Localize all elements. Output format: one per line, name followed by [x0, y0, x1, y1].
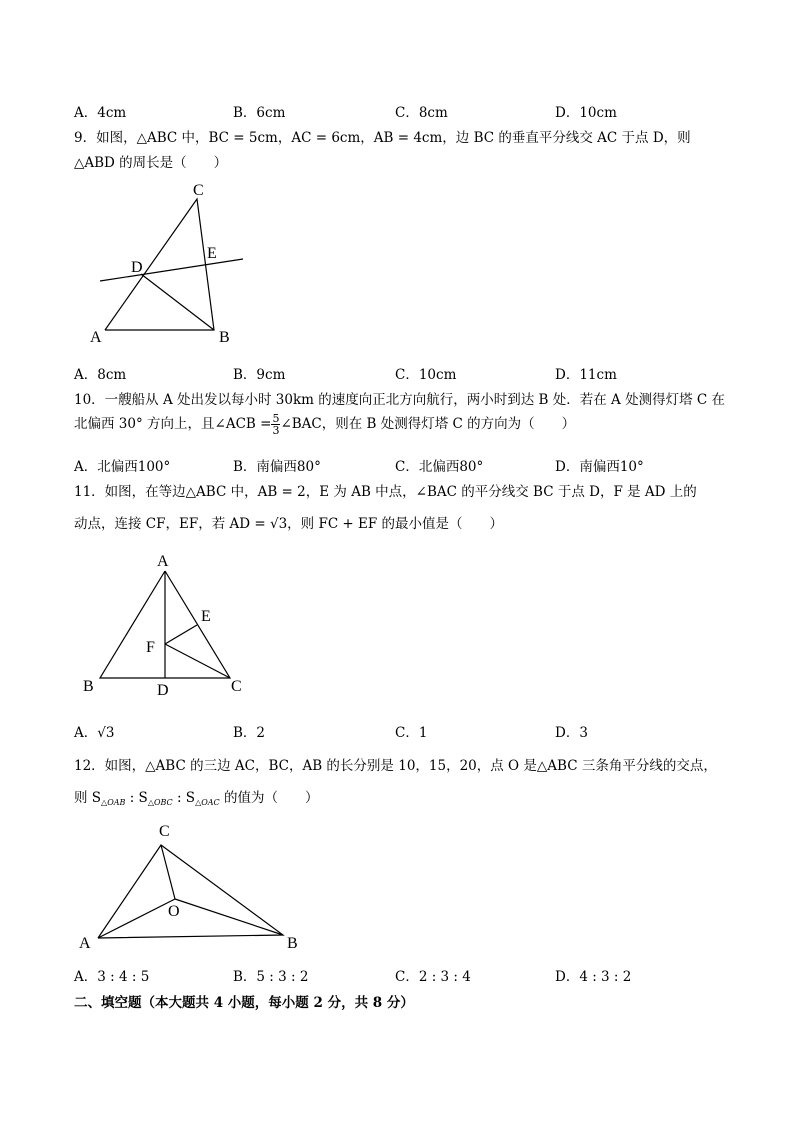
q12-segment-oa	[98, 899, 175, 938]
q12-option-a: A．3 : 4 : 5	[74, 969, 150, 985]
q12-sep2: : S	[172, 790, 196, 806]
q11-option-b: B．2	[233, 725, 266, 741]
q9-option-d: D．11cm	[555, 367, 617, 383]
q12-segment-ob	[175, 899, 283, 935]
q10-line2-pre: 北偏西 30° 方向上，且∠ACB =	[74, 416, 272, 432]
q9-label-e: E	[207, 245, 217, 262]
q8-option-b: B．6cm	[233, 105, 286, 121]
q12-label-c: C	[159, 823, 170, 840]
q9-label-a: A	[90, 329, 102, 346]
q10-frac-den: 3	[272, 424, 280, 437]
q9-label-c: C	[193, 182, 204, 199]
q12-option-d: D．4 : 3 : 2	[555, 969, 632, 985]
q12-sub-oab: △OAB	[101, 798, 126, 807]
q12-label-a: A	[79, 935, 91, 952]
q10-option-b: B．南偏西80°	[233, 459, 321, 475]
q12-option-b: B．5 : 3 : 2	[233, 969, 309, 985]
q12-option-c: C．2 : 3 : 4	[395, 969, 471, 985]
q11-option-a: A．√3	[74, 725, 115, 741]
q10-stem-line1: 10．一艘船从 A 处出发以每小时 30km 的速度向正北方向航行，两小时到达 B 处．若在 A 处测得灯塔 C 在	[74, 392, 725, 408]
q12-sub-oac: △OAC	[195, 798, 220, 807]
q9-stem-line2: △ABD 的周长是（ ）	[74, 155, 228, 171]
q9-option-c: C．10cm	[395, 367, 457, 383]
q9-label-b: B	[219, 329, 230, 346]
q12-label-o: O	[168, 903, 180, 920]
q9-option-b: B．9cm	[233, 367, 286, 383]
section2-heading: 二、填空题（本大题共 4 小题，每小题 2 分，共 8 分）	[74, 995, 414, 1011]
q8-option-c: C．8cm	[395, 105, 448, 121]
q8-option-a: A．4cm	[74, 105, 127, 121]
q12-label-b: B	[287, 935, 298, 952]
q11-option-c: C．1	[395, 725, 428, 741]
q11-label-b: B	[83, 678, 94, 695]
q11-label-d: D	[157, 682, 169, 699]
q11-option-d: D．3	[555, 725, 588, 741]
q9-stem-line1: 9．如图，△ABC 中，BC = 5cm，AC = 6cm，AB = 4cm，边 BC 的垂直平分线交 AC 于点 D，则	[74, 130, 691, 146]
q12-line2-pre: 则 S	[74, 790, 102, 806]
q11-stem-line1: 11．如图，在等边△ABC 中，AB = 2，E 为 AB 中点，∠BAC 的平分线交 BC 于点 D，F 是 AD 上的	[74, 484, 697, 500]
q10-frac-num: 5	[272, 412, 280, 425]
q10-option-c: C．北偏西80°	[395, 459, 484, 475]
q11-stem-line2: 动点，连接 CF，EF，若 AD = √3，则 FC + EF 的最小值是（ ）	[74, 516, 504, 532]
q10-option-d: D．南偏西10°	[555, 459, 644, 475]
q9-option-a: A．8cm	[74, 367, 127, 383]
q12-sub-obc: △OBC	[147, 798, 173, 807]
q10-option-a: A．北偏西100°	[74, 459, 171, 475]
q11-label-c: C	[231, 678, 242, 695]
q11-label-f: F	[146, 639, 155, 656]
q12-stem-line1: 12．如图，△ABC 的三边 AC，BC，AB 的长分别是 10，15，20，点 O 是△ABC 三条角平分线的交点，	[74, 758, 717, 774]
q9-label-d: D	[131, 259, 143, 276]
q10-line2-post: ∠BAC，则在 B 处测得灯塔 C 的方向为（ ）	[280, 416, 576, 432]
q12-line2-post: 的值为（ ）	[219, 790, 319, 806]
q8-option-d: D．10cm	[555, 105, 617, 121]
q11-label-a: A	[157, 553, 169, 570]
q11-label-e: E	[201, 608, 211, 625]
q12-sep1: : S	[125, 790, 148, 806]
